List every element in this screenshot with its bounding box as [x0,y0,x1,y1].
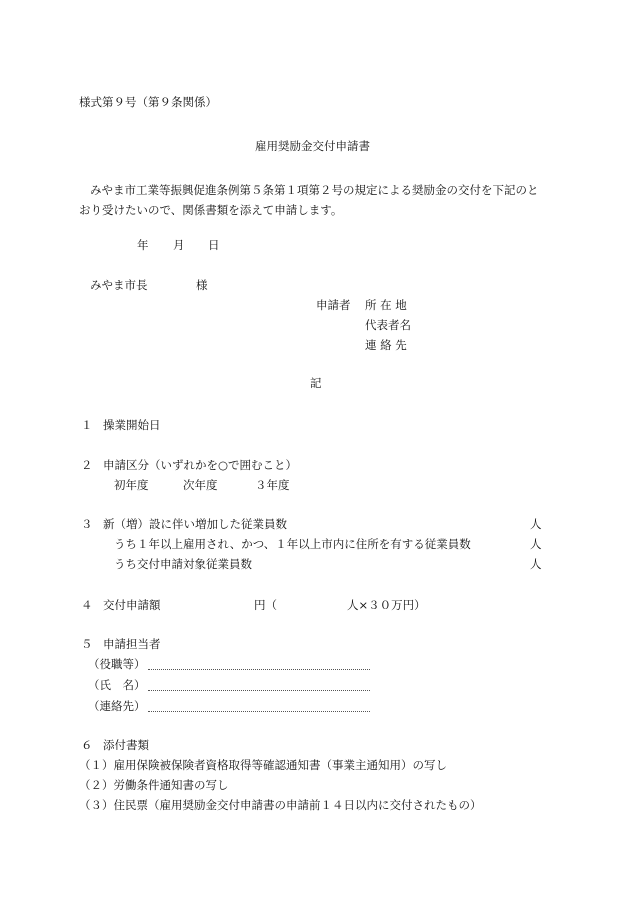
intro-line-2: おり受けたいので、関係書類を添えて申請します。 [79,203,343,217]
applicant-contact-label: 連 絡 先 [365,338,407,352]
item2-option-third-year: ３年度 [255,478,290,492]
position-fill-line [148,669,370,670]
item5-label: 申請担当者 [103,637,161,651]
item3-row1-unit: 人 [530,517,542,531]
item5-field-name: （氏 名） [88,678,146,692]
item5-field-position: （役職等） [88,657,146,671]
addressee-honorific: 様 [196,278,208,292]
contact-fill-line [148,711,370,712]
item3-row3-unit: 人 [530,557,542,571]
date-year: 年 [137,238,149,252]
attachment-3: （３）住民票（雇用奨励金交付申請書の申請前１４日以内に交付されたもの） [79,798,482,812]
item6-label: 添付書類 [103,738,149,752]
item4-formula: 人×３０万円） [347,598,426,612]
applicant-representative-label: 代表者名 [365,318,411,332]
date-month: 月 [173,238,185,252]
ki-heading: 記 [310,376,322,390]
date-day: 日 [208,238,220,252]
item2-label: 申請区分（いずれかを○で囲むこと） [103,458,298,472]
item4-number: ４ [81,598,93,612]
item3-row3-label: うち交付申請対象従業員数 [114,557,252,571]
item2-option-first-year: 初年度 [114,478,149,492]
applicant-label: 申請者 [316,298,351,312]
name-fill-line [148,690,370,691]
item5-number: ５ [81,637,93,651]
attachment-2: （２）労働条件通知書の写し [79,778,229,792]
item3-row2-label: うち１年以上雇用され、かつ、１年以上市内に住所を有する従業員数 [114,537,471,551]
intro-line-1: みやま市工業等振興促進条例第５条第１項第２号の規定による奨励金の交付を下記のと [90,183,539,197]
item2-number: ２ [81,458,93,472]
item2-option-next-year: 次年度 [183,478,218,492]
item4-yen: 円（ [254,598,277,612]
attachment-1: （１）雇用保険被保険者資格取得等確認通知書（事業主通知用）の写し [79,758,447,772]
form-number: 様式第９号（第９条関係） [79,95,217,109]
item3-row1-label: 新（増）設に伴い増加した従業員数 [103,517,287,531]
item1-number: １ [81,418,93,432]
item6-number: ６ [81,738,93,752]
item1-label: 操業開始日 [103,418,161,432]
item5-field-contact: （連絡先） [88,699,146,713]
item3-row2-unit: 人 [530,537,542,551]
applicant-address-label: 所 在 地 [365,298,407,312]
item3-number: ３ [81,517,93,531]
addressee-name: みやま市長 [90,278,148,292]
document-title: 雇用奨励金交付申請書 [255,139,370,153]
item4-label: 交付申請額 [103,598,161,612]
